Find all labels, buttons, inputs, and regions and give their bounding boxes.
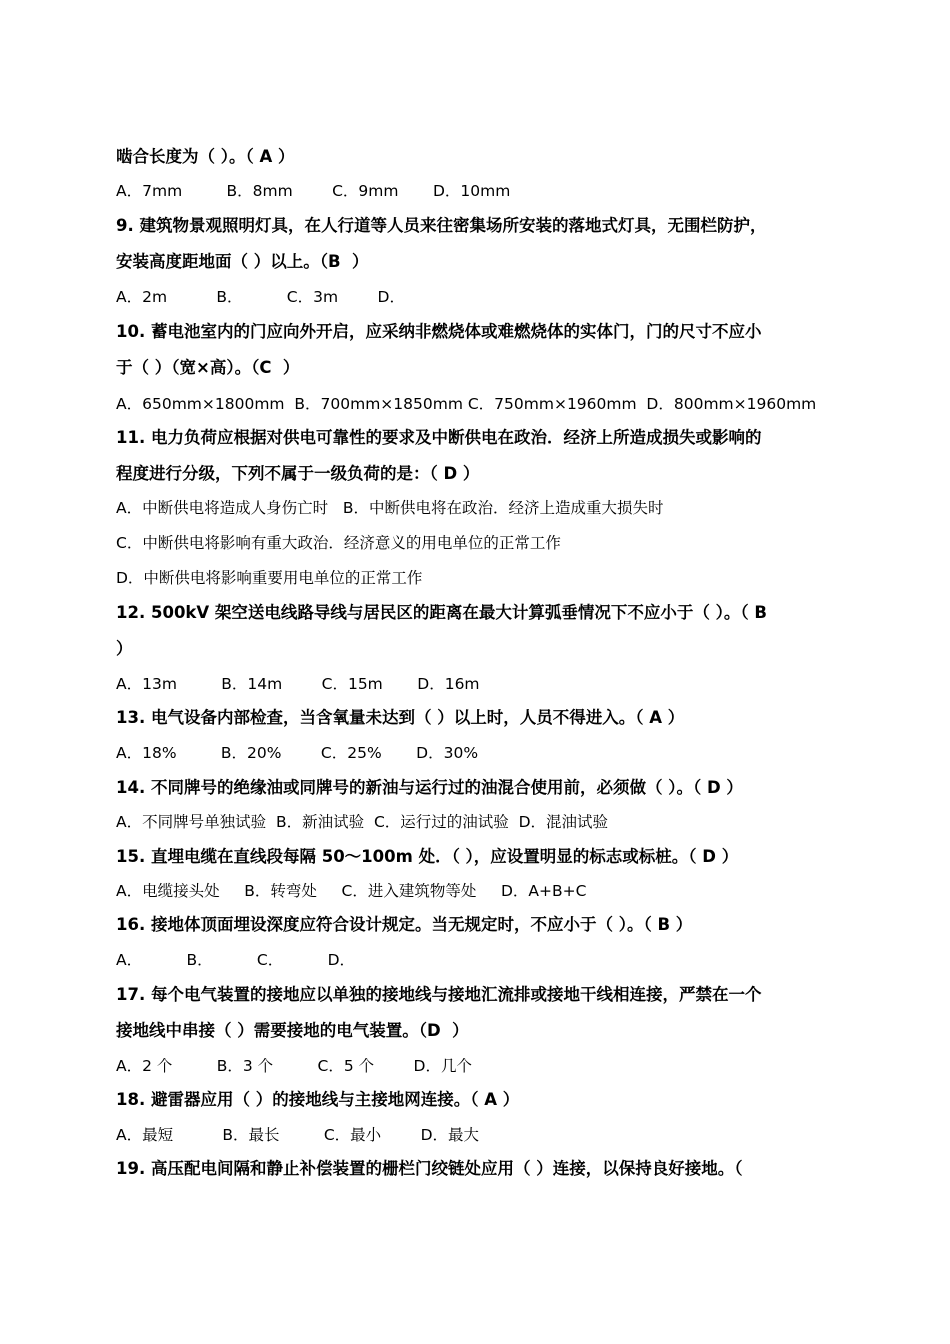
question-line: ）: [116, 639, 133, 658]
question-line: 17. 每个电气装置的接地应以单独的接地线与接地汇流排或接地干线相连接，严禁在一个: [116, 985, 762, 1004]
options-line: A．2m B． C．3m D．: [116, 288, 405, 306]
question-line: 12. 500kV 架空送电线路导线与居民区的距离在最大计算弧垂情况下不应小于（ ）。（ B: [116, 603, 767, 622]
question-line: 9. 建筑物景观照明灯具，在人行道等人员来往密集场所安装的落地式灯具，无围栏防护，: [116, 216, 767, 235]
options-line: A．18% B．20% C．25% D．30%: [116, 744, 479, 762]
question-line: 16. 接地体顶面埋设深度应符合设计规定。当无规定时，不应小于（ ）。（ B ）: [116, 915, 693, 934]
options-line: A．最短 B．最长 C．最小 D．最大: [116, 1126, 480, 1144]
options-line: A．中断供电将造成人身伤亡时 B．中断供电将在政治．经济上造成重大损失时: [116, 499, 664, 517]
question-line: 程度进行分级，下列不属于一级负荷的是：（ D ）: [116, 464, 480, 483]
options-line: A．电缆接头处 B．转弯处 C．进入建筑物等处 D．A+B+C: [116, 882, 587, 900]
options-line: A．不同牌号单独试验 B．新油试验 C．运行过的油试验 D．混油试验: [116, 813, 609, 831]
question-line: 18. 避雷器应用（ ）的接地线与主接地网连接。（ A ）: [116, 1090, 520, 1109]
options-line: A．13m B．14m C．15m D．16m: [116, 675, 480, 693]
question-line: 13. 电气设备内部检查，当含氧量未达到（ ）以上时，人员不得进入。（ A ）: [116, 708, 685, 727]
question-line: 接地线中串接（ ）需要接地的电气装置。（D ）: [116, 1021, 469, 1040]
question-line: 10. 蓄电池室内的门应向外开启，应采纳非燃烧体或难燃烧体的实体门，门的尺寸不应小: [116, 322, 762, 341]
options-line: D．中断供电将影响重要用电单位的正常工作: [116, 569, 423, 587]
options-line: A．7mm B．8mm C．9mm D．10mm: [116, 182, 511, 200]
question-line: 于（ ）（宽×高）。（C ）: [116, 358, 300, 377]
question-line: 啮合长度为（ ）。（ A ）: [116, 147, 295, 166]
question-line: 19. 高压配电间隔和静止补偿装置的栅栏门绞链处应用（ ）连接，以保持良好接地。（: [116, 1159, 743, 1178]
question-line: 11. 电力负荷应根据对供电可靠性的要求及中断供电在政治．经济上所造成损失或影响的: [116, 428, 762, 447]
question-line: 安装高度距地面（ ）以上。（B ）: [116, 252, 369, 271]
options-line: C．中断供电将影响有重大政治．经济意义的用电单位的正常工作: [116, 534, 561, 552]
options-line: A． B． C． D．: [116, 951, 356, 969]
question-line: 15. 直埋电缆在直线段每隔 50～100m 处．（ ），应设置明显的标志或标桩。（ D ）: [116, 847, 739, 866]
options-line: A．2 个 B．3 个 C．5 个 D．几个: [116, 1057, 472, 1075]
question-line: 14. 不同牌号的绝缘油或同牌号的新油与运行过的油混合使用前，必须做（ ）。（ D ）: [116, 778, 743, 797]
options-line: A．650mm×1800mm B．700mm×1850mm C．750mm×1960mm D．800mm×1960mm: [116, 395, 817, 413]
